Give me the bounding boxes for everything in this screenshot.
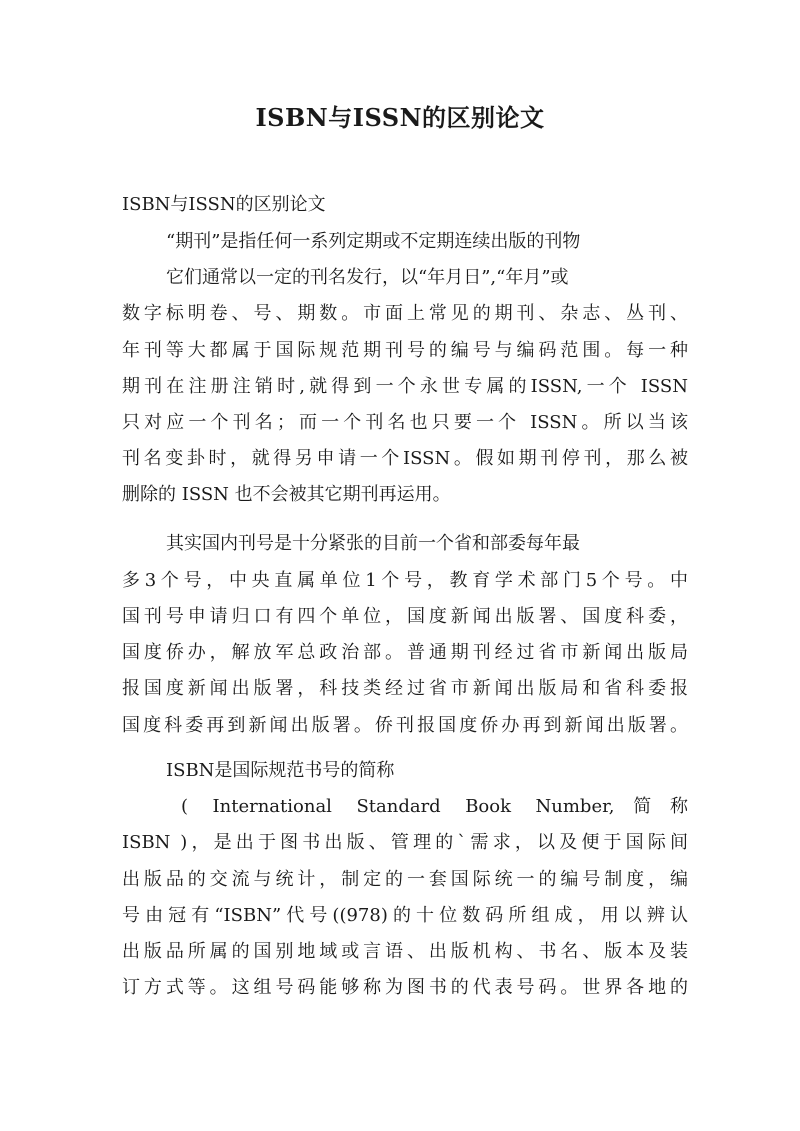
text-line: 它们通常以一定的刊名发行，以“年月日”,“年月”或 — [166, 267, 569, 288]
text-line: 出版品的交流与统计，制定的一套国际统一的编号制度，编 — [122, 869, 688, 890]
text-line: 删除的 ISSN 也不会被其它期刊再运用。 — [122, 484, 451, 505]
text-line: “期刊”是指任何一系列定期或不定期连续出版的刊物 — [166, 231, 581, 252]
text-line: 号由冠有“ISBN”代号((978)的十位数码所组成，用以辨认 — [122, 905, 688, 926]
document-subtitle: ISBN与ISSN的区别论文 — [122, 194, 326, 215]
text-line: ISBN是国际规范书号的简称 — [166, 760, 395, 781]
text-line: ISBN )，是出于图书出版、管理的`需求，以及便于国际间 — [122, 832, 688, 853]
text-line: 年刊等大都属于国际规范期刊号的编号与编码范围。每一种 — [122, 340, 688, 361]
text-line: 国刊号申请归口有四个单位，国度新闻出版署、国度科委， — [122, 606, 688, 627]
text-line: 国度侨办，解放军总政治部。普通期刊经过省市新闻出版局 — [122, 642, 688, 663]
text-line: 其实国内刊号是十分紧张的目前一个省和部委每年最 — [166, 533, 580, 554]
text-line: 多3个号，中央直属单位1个号，教育学术部门5个号。中 — [122, 570, 688, 591]
text-line: 期刊在注册注销时,就得到一个永世专属的ISSN,一个 ISSN — [122, 376, 688, 397]
text-line: 出版品所属的国别地域或言语、出版机构、书名、版本及装 — [122, 941, 688, 962]
text-line: ( International Standard Book Number,简称 — [181, 796, 688, 817]
text-line: 报国度新闻出版署，科技类经过省市新闻出版局和省科委报 — [122, 678, 688, 699]
text-line: 国度科委再到新闻出版署。侨刊报国度侨办再到新闻出版署。 — [122, 715, 688, 736]
text-line: 订方式等。这组号码能够称为图书的代表号码。世界各地的 — [122, 977, 688, 998]
text-line: 刊名变卦时，就得另申请一个ISSN。假如期刊停刊，那么被 — [122, 448, 688, 469]
text-line: 数字标明卷、号、期数。市面上常见的期刊、杂志、丛刊、 — [122, 303, 688, 324]
text-line: 只对应一个刊名；而一个刊名也只要一个 ISSN。所以当该 — [122, 412, 688, 433]
page-title: ISBN与ISSN的区别论文 — [255, 103, 545, 132]
